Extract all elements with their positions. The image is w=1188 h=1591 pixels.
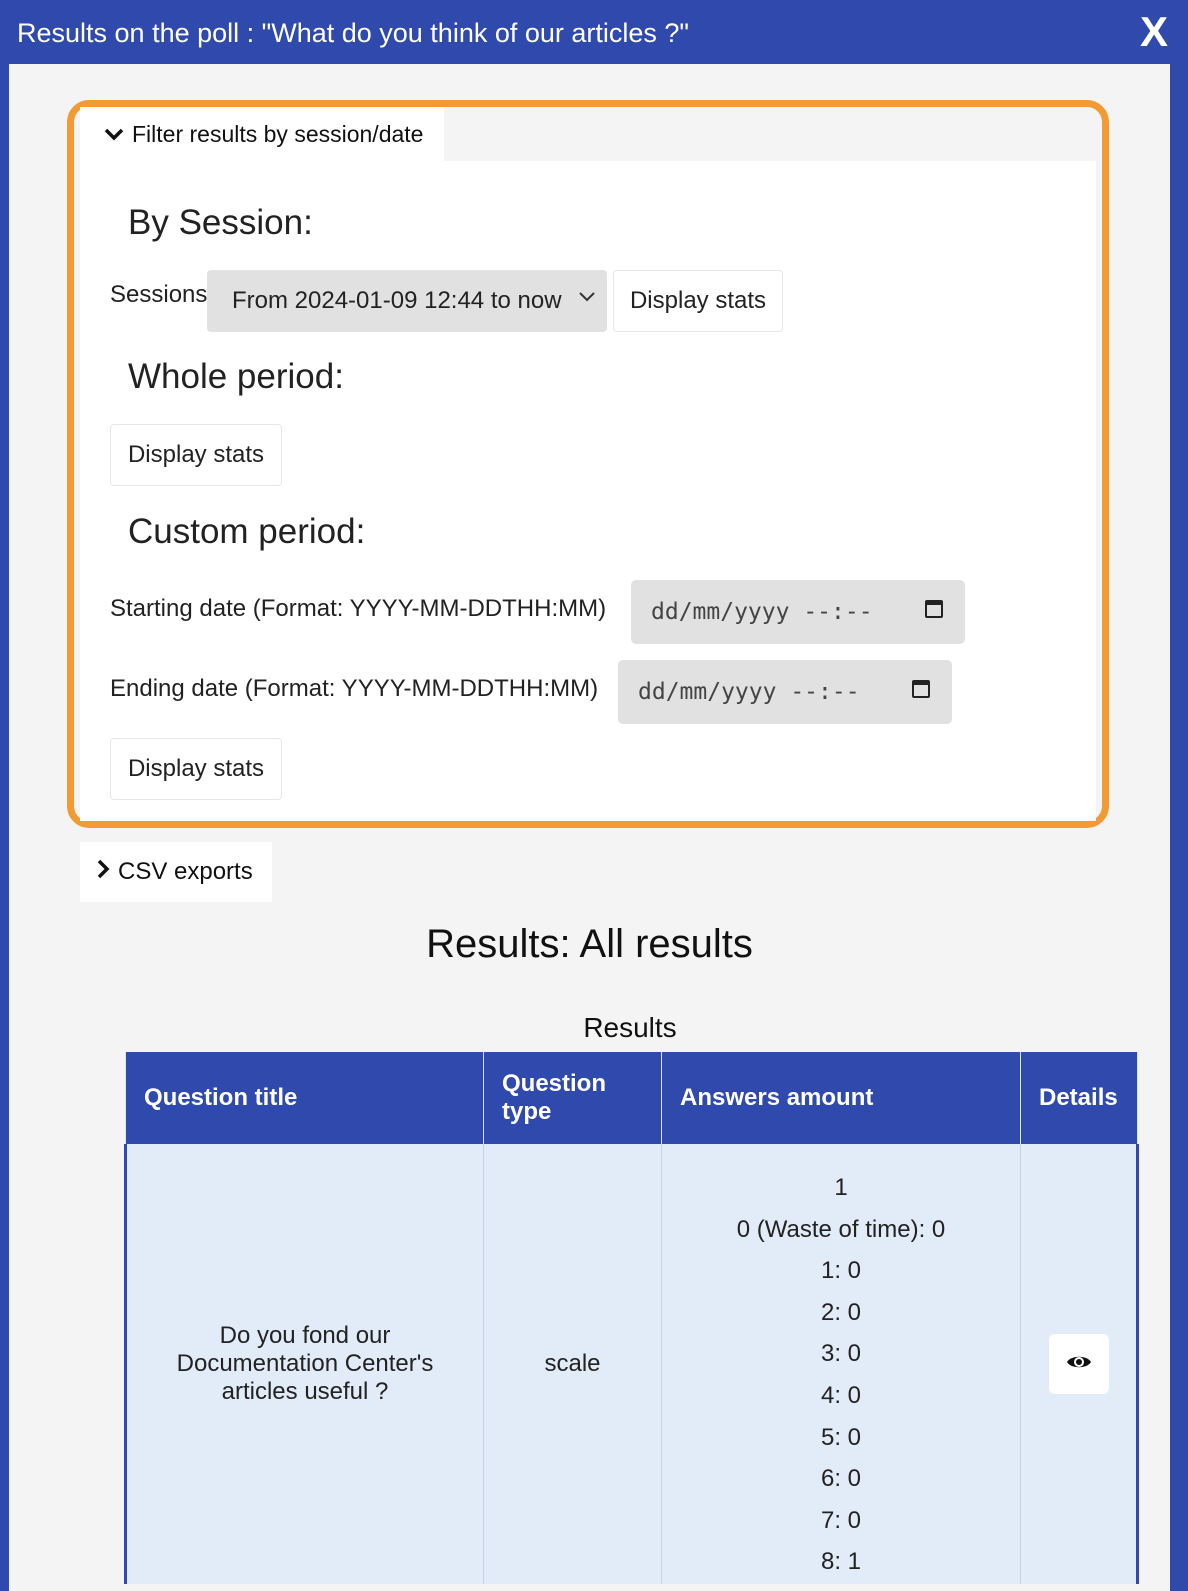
end-date-label: Ending date (Format: YYYY-MM-DDTHH:MM) [110,675,599,702]
answer-item: 0 (Waste of time): 0 [736,1215,946,1243]
answers-list [663,1145,1019,1583]
start-date-input[interactable] [631,580,965,644]
session-select-value: From 2024-01-09 12:44 to now [232,287,562,314]
custom-period-heading: Custom period: [128,512,366,551]
sessions-label: Sessions [110,281,208,308]
display-stats-custom-button[interactable]: Display stats [110,738,282,800]
by-session-heading: By Session: [128,203,313,242]
table-row [126,1144,1138,1584]
table-caption: Results [583,1012,677,1043]
session-select[interactable] [207,270,607,332]
answers-amount-cell [662,1144,1021,1584]
filter-toggle[interactable] [80,107,444,161]
filter-content [80,161,1096,821]
answer-total: 1 [834,1174,848,1201]
answer-item: 6: 0 [820,1465,862,1493]
chevron-down-icon [104,121,124,147]
csv-exports-toggle[interactable] [80,842,272,902]
chevron-down-icon [577,284,597,310]
details-cell [1021,1144,1138,1584]
end-date-input[interactable] [618,660,952,724]
display-stats-session-button[interactable]: Display stats [613,270,783,332]
eye-icon [1066,1350,1092,1378]
answer-item: 3: 0 [820,1340,862,1368]
modal-body [9,64,1170,1591]
filter-toggle-label: Filter results by session/date [132,120,424,147]
results-heading: Results: All results [426,922,753,966]
table-header-row [126,1052,1138,1144]
question-type-cell: scale [484,1144,662,1584]
answer-item: 5: 0 [820,1423,862,1451]
answer-item: 1: 0 [820,1257,862,1285]
csv-exports-label: CSV exports [118,858,253,885]
start-date-placeholder: dd/mm/yyyy --:-- [651,599,873,625]
modal-title: Results on the poll : "What do you think of our articles ?" [17,18,690,48]
calendar-icon[interactable] [925,600,943,618]
modal-header [0,0,1188,64]
display-stats-whole-button[interactable]: Display stats [110,424,282,486]
answer-item: 4: 0 [820,1381,862,1409]
chevron-right-icon [96,859,110,885]
whole-period-heading: Whole period: [128,357,344,396]
filter-panel [67,100,1109,828]
close-button[interactable]: X [1139,8,1168,55]
calendar-icon[interactable] [912,680,930,698]
column-header-question-type[interactable]: Question type [484,1052,662,1144]
end-date-placeholder: dd/mm/yyyy --:-- [638,679,860,705]
column-header-details[interactable]: Details [1021,1052,1138,1144]
start-date-label: Starting date (Format: YYYY-MM-DDTHH:MM) [110,595,607,622]
view-details-button[interactable] [1049,1334,1109,1394]
answer-item: 8: 1 [820,1548,862,1576]
question-title-cell: Do you fond our Documentation Center's articles useful ? [126,1144,484,1584]
column-header-answers-amount[interactable]: Answers amount [662,1052,1021,1144]
results-table [124,1052,1139,1584]
column-header-question-title[interactable]: Question title [126,1052,484,1144]
answer-item: 2: 0 [820,1298,862,1326]
answer-item: 7: 0 [820,1506,862,1534]
